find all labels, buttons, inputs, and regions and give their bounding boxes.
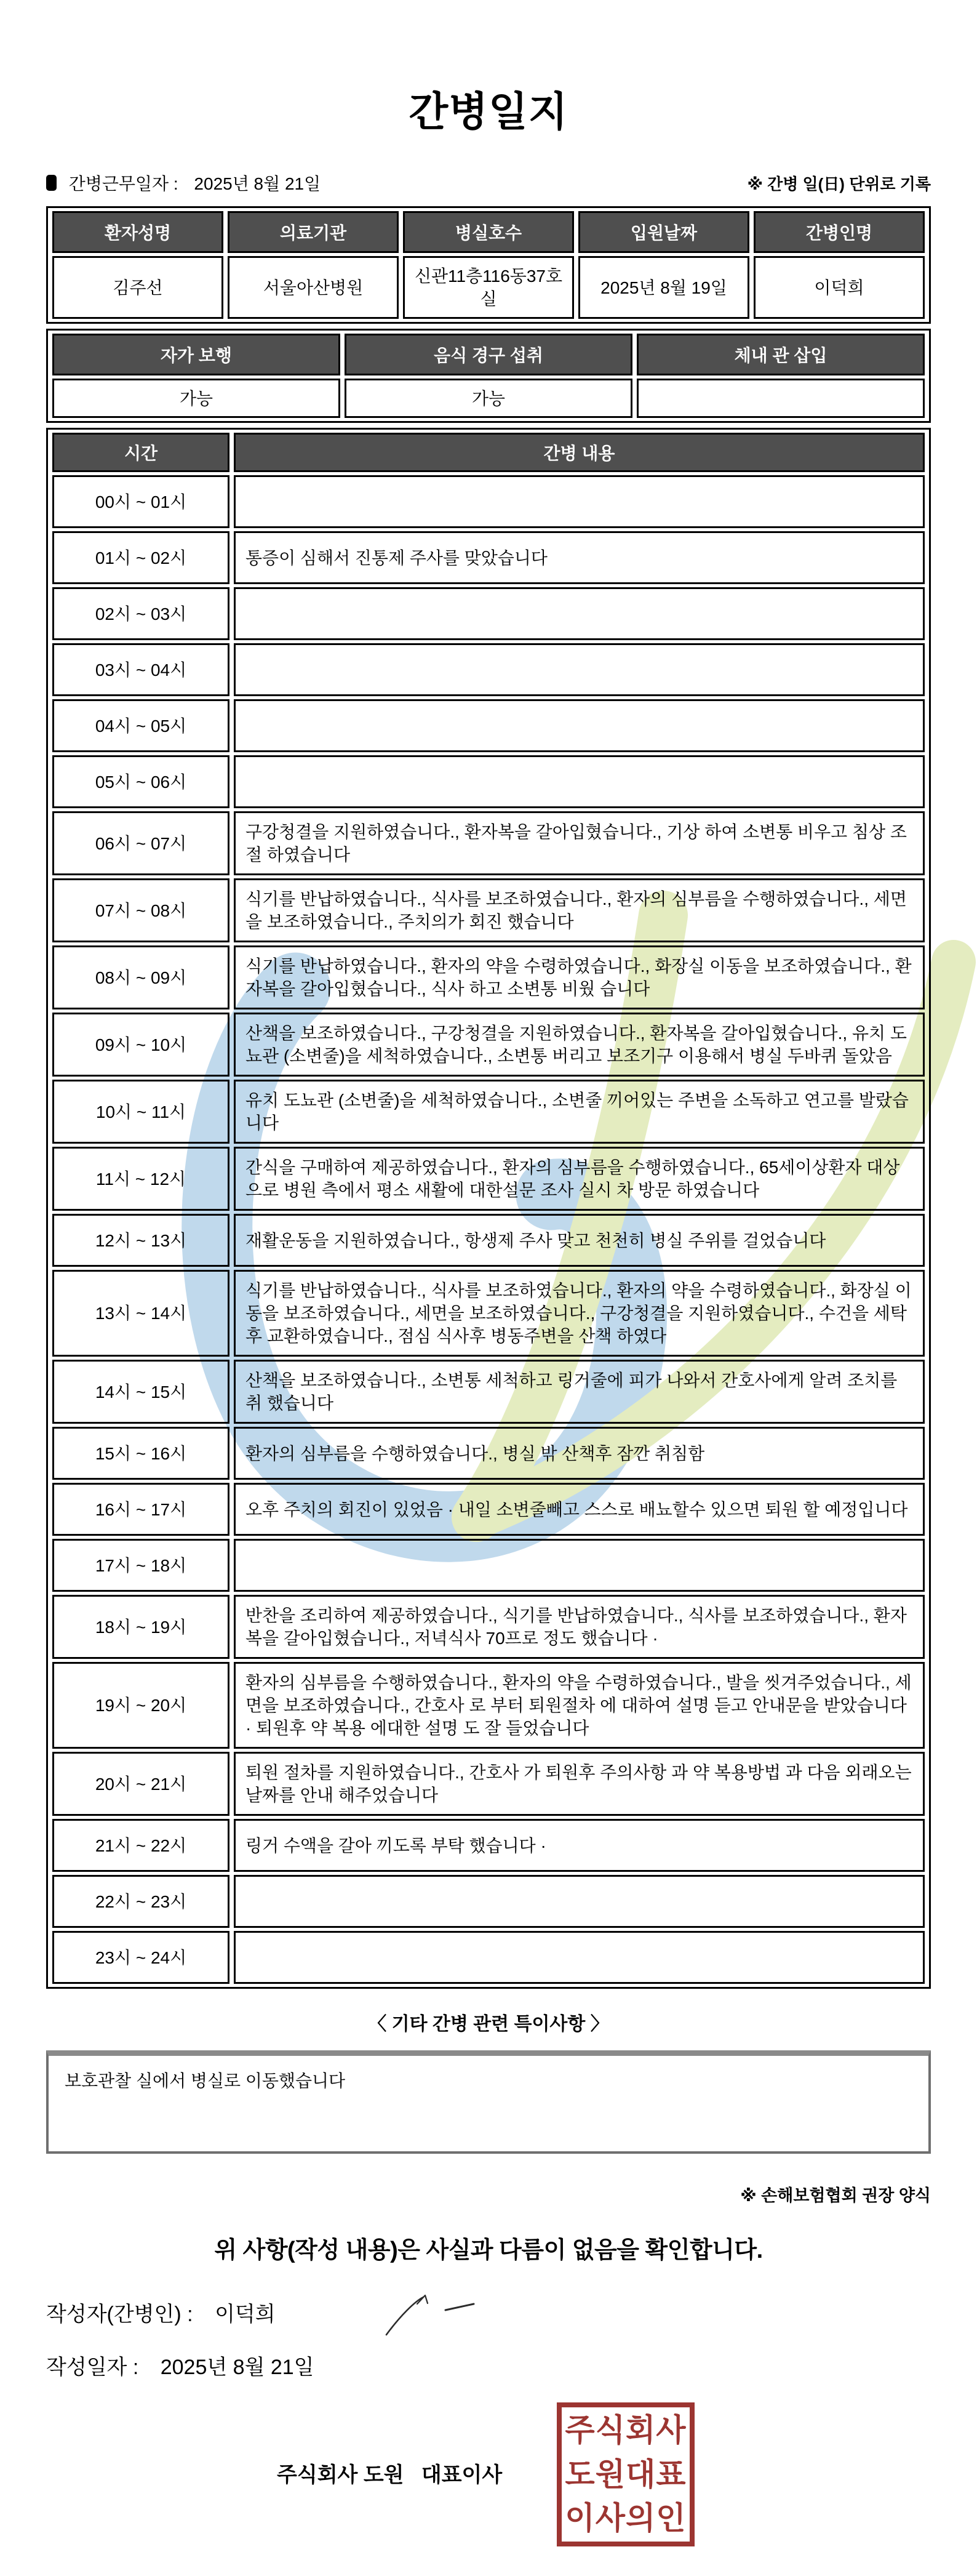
notes-heading: 〈 기타 간병 관련 특이사항 〉 [368,2014,609,2035]
content-cell: 유치 도뇨관 (소변줄)을 세척하였습니다., 소변줄 끼어있는 주변을 소독하고 연고를 발랐습니다 [234,1080,925,1144]
content-cell [234,699,925,752]
content-cell: 식기를 반납하였습니다., 식사를 보조하였습니다., 환자의 약을 수령하였습니다., 화장실 이동을 보조하였습니다., 세면을 보조하였습니다., 구강청결을 지원하였습니다., 수건을 세탁 후 교환하였습니다., 점심 식사후 병동주변을 산책 하였다 [234,1270,925,1357]
content-cell: 환자의 심부름을 수행하였습니다., 병실 밖 산책후 잠깐 취침함 [234,1427,925,1480]
caregiver-cell: 이덕희 [754,256,925,319]
care-log-row [52,1214,925,1267]
time-cell: 18시 ~ 19시 [52,1595,229,1659]
company-seal-stamp [557,2402,695,2546]
care-log-header-row [52,433,925,472]
time-cell: 07시 ~ 08시 [52,878,229,942]
care-work-date [46,172,321,196]
care-log-row [52,1147,925,1211]
content-cell [234,643,925,696]
time-cell: 21시 ~ 22시 [52,1819,229,1872]
care-log-row [52,1483,925,1536]
time-cell: 12시 ~ 13시 [52,1214,229,1267]
writer-label: 작성자(간병인) : [46,2303,193,2327]
care-log-row [52,1662,925,1749]
time-cell: 08시 ~ 09시 [52,945,229,1009]
time-cell: 04시 ~ 05시 [52,699,229,752]
admission-date-cell: 2025년 8월 19일 [578,256,749,319]
status-value-row [52,379,925,418]
content-cell: 통증이 심해서 진통제 주사를 맞았습니다 [234,531,925,584]
content-cell: 구강청결을 지원하였습니다., 환자복을 갈아입혔습니다., 기상 하여 소변통 비우고 침상 조절 하였습니다 [234,811,925,875]
care-log-row [52,1270,925,1357]
signature-mark [381,2293,492,2342]
content-cell: 산책을 보조하였습니다., 구강청결을 지원하였습니다., 환자복을 갈아입혔습니다., 유치 도뇨관 (소변줄)을 세척하였습니다., 소변통 버리고 보조기구 이용해서 병실 두바퀴 돌았음 [234,1013,925,1077]
tube-insert-header: 체내 관 삽입 [637,334,925,375]
patient-value-row [52,256,925,319]
patient-name-cell: 김주선 [52,256,223,319]
page-title: 간병일지 [409,89,568,134]
care-log-row [52,699,925,752]
hospital-header: 의료기관 [228,211,399,253]
notes-content: 보호관찰 실에서 병실로 이동했습니다 [65,2071,346,2091]
content-cell [234,1931,925,1984]
time-cell: 09시 ~ 10시 [52,1013,229,1077]
care-log-row [52,755,925,808]
content-cell: 산책을 보조하였습니다., 소변통 세척하고 링거줄에 피가 나와서 간호사에게 알려 조치를 취 했습니다 [234,1360,925,1424]
time-header-cell: 시간 [52,433,229,472]
content-cell [234,1875,925,1928]
care-log-row [52,1595,925,1659]
hospital-cell: 서울아산병원 [228,256,399,319]
written-date-line [46,2353,931,2381]
unit-note: ※ 간병 일(日) 단위로 기록 [747,175,931,194]
care-log-row [52,1360,925,1424]
stamp-line: 주식회사 [565,2412,687,2448]
care-log-row [52,531,925,584]
content-cell [234,587,925,640]
oral-intake-cell: 가능 [345,379,632,418]
care-date-value: 2025년 8월 21일 [194,174,321,194]
time-cell: 10시 ~ 11시 [52,1080,229,1144]
care-date-label: 간병근무일자 : [68,174,178,194]
time-cell: 06시 ~ 07시 [52,811,229,875]
time-cell: 11시 ~ 12시 [52,1147,229,1211]
time-cell: 03시 ~ 04시 [52,643,229,696]
care-log-row [52,1427,925,1480]
room-cell: 신관11층116동37호실 [403,256,574,319]
content-header-cell: 간병 내용 [234,433,925,472]
stamp-line: 도원대표 [565,2457,687,2492]
confirmation-statement: 위 사항(작성 내용)은 사실과 다름이 없음을 확인합니다. [214,2237,763,2264]
care-log-row [52,878,925,942]
care-log-row [52,475,925,528]
admission-date-header: 입원날짜 [578,211,749,253]
status-header-row [52,334,925,375]
written-date-value: 2025년 8월 21일 [160,2356,314,2380]
notes-box [46,2050,931,2154]
content-cell: 식기를 반납하였습니다., 환자의 약을 수령하였습니다., 화장실 이동을 보조하였습니다., 환자복을 갈아입혔습니다., 식사 하고 소변통 비웠 습니다 [234,945,925,1009]
patient-header-row [52,211,925,253]
written-date-label: 작성일자 : [46,2356,139,2380]
care-log-row [52,643,925,696]
time-cell: 16시 ~ 17시 [52,1483,229,1536]
care-date-line [46,172,931,196]
company-line: 주식회사 도원 대표이사 [277,2463,503,2487]
care-log-row [52,587,925,640]
writer-line [46,2300,931,2329]
content-cell [234,755,925,808]
care-log-row [52,1013,925,1077]
care-log-table [46,428,931,1989]
time-cell: 20시 ~ 21시 [52,1752,229,1816]
room-header: 병실호수 [403,211,574,253]
time-cell: 23시 ~ 24시 [52,1931,229,1984]
care-log-row [52,1752,925,1816]
caregiver-header: 간병인명 [754,211,925,253]
time-cell: 05시 ~ 06시 [52,755,229,808]
care-log-row [52,1931,925,1984]
time-cell: 17시 ~ 18시 [52,1539,229,1592]
content-cell [234,1539,925,1592]
time-cell: 15시 ~ 16시 [52,1427,229,1480]
care-log-row [52,1539,925,1592]
status-info-table [46,329,931,423]
care-log-row [52,1819,925,1872]
content-cell: 퇴원 절차를 지원하였습니다., 간호사 가 퇴원후 주의사항 과 약 복용방법 과 다음 외래오는 날짜를 안내 해주었습니다 [234,1752,925,1816]
stamp-line: 이사의인 [565,2500,687,2536]
patient-info-table [46,206,931,324]
care-log-row [52,1875,925,1928]
care-log-row [52,1080,925,1144]
time-cell: 13시 ~ 14시 [52,1270,229,1357]
time-cell: 22시 ~ 23시 [52,1875,229,1928]
content-cell: 오후 주치의 회진이 있었음 · 내일 소변줄빼고 스스로 배뇨할수 있으면 퇴원 할 예정입니다 [234,1483,925,1536]
content-cell: 링거 수액을 갈아 끼도록 부탁 했습니다 · [234,1819,925,1872]
writer-name: 이덕희 [215,2303,276,2327]
care-log-row [52,811,925,875]
self-walk-header: 자가 보행 [52,334,340,375]
oral-intake-header: 음식 경구 섭취 [345,334,632,375]
form-note: ※ 손해보험협회 권장 양식 [740,2186,931,2205]
document-body [0,83,977,2576]
patient-name-header: 환자성명 [52,211,223,253]
time-cell: 19시 ~ 20시 [52,1662,229,1749]
square-bullet-icon [46,175,57,191]
content-cell [234,475,925,528]
tube-insert-cell [637,379,925,418]
content-cell: 반찬을 조리하여 제공하였습니다., 식기를 반납하였습니다., 식사를 보조하였습니다., 환자복을 갈아입혔습니다., 저녁식사 70프로 정도 했습니다 · [234,1595,925,1659]
content-cell: 재활운동을 지원하였습니다., 항생제 주사 맞고 천천히 병실 주위를 걸었습니다 [234,1214,925,1267]
time-cell: 14시 ~ 15시 [52,1360,229,1424]
content-cell: 식기를 반납하였습니다., 식사를 보조하였습니다., 환자의 심부름을 수행하였습니다., 세면을 보조하였습니다., 주치의가 회진 했습니다 [234,878,925,942]
time-cell: 01시 ~ 02시 [52,531,229,584]
page [0,83,977,2536]
footer-area [46,2391,931,2576]
care-log-row [52,945,925,1009]
time-cell: 02시 ~ 03시 [52,587,229,640]
content-cell: 간식을 구매하여 제공하였습니다., 환자의 심부름을 수행하였습니다., 65세이상환자 대상으로 병원 측에서 평소 새활에 대한설문 조사 실시 차 방문 하였습니다 [234,1147,925,1211]
content-cell: 환자의 심부름을 수행하였습니다., 환자의 약을 수령하였습니다., 발을 씻겨주었습니다., 세면을 보조하였습니다., 간호사 로 부터 퇴원절차 에 대하여 설명 듣고 안내문을 받았습니다 · 퇴원후 약 복용 에대한 설명 도 잘 들었습니다 [234,1662,925,1749]
self-walk-cell: 가능 [52,379,340,418]
time-cell: 00시 ~ 01시 [52,475,229,528]
